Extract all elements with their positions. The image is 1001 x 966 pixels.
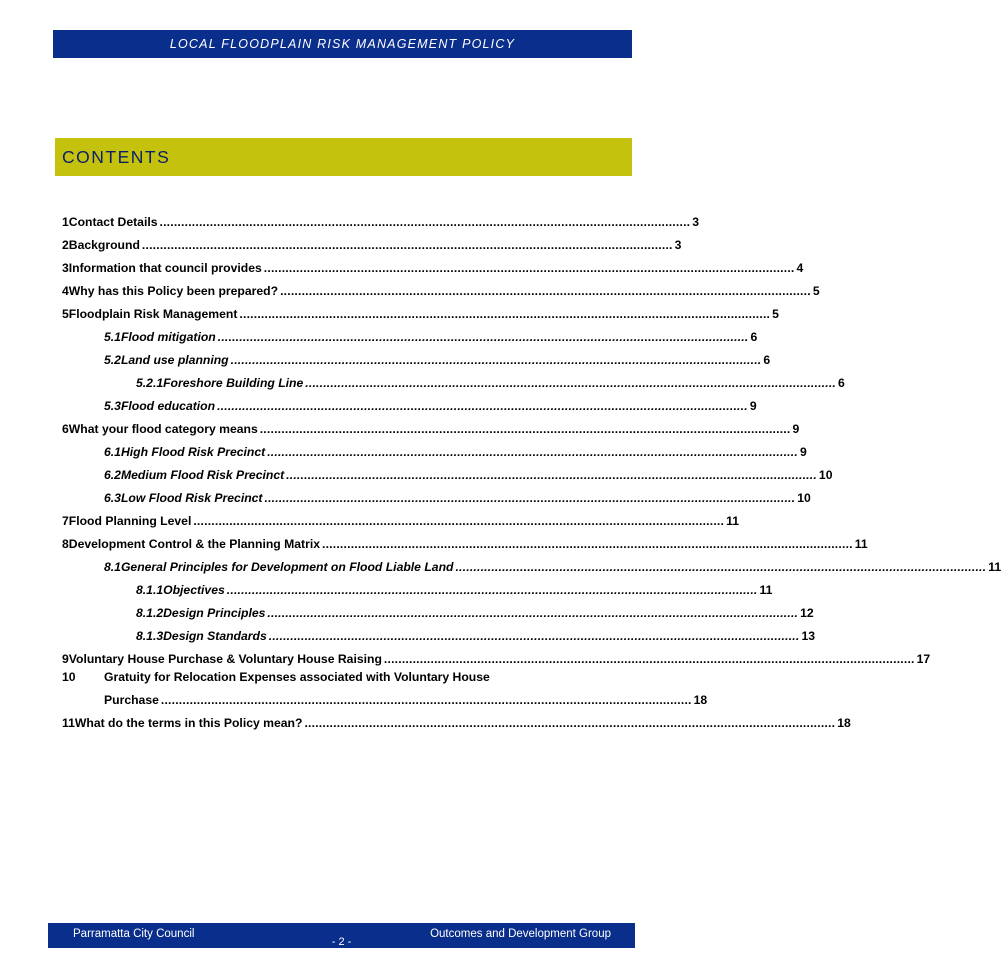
toc-number: 5 <box>62 307 69 321</box>
toc-number: 4 <box>62 284 69 298</box>
toc-title: Development Control & the Planning Matrix <box>68 537 320 551</box>
toc-page: 3 <box>674 238 682 252</box>
toc-title: Foreshore Building Line <box>163 376 304 390</box>
toc-leader: .................................................................................................................................................... <box>230 353 762 367</box>
toc-page: 11 <box>854 537 868 551</box>
toc-number: 5.2.1 <box>136 376 164 390</box>
toc-entry-1[interactable] <box>62 215 700 235</box>
toc-leader: .................................................................................................................................................... <box>226 583 758 597</box>
toc-title: Flood Planning Level <box>68 514 192 528</box>
toc-title: Information that council provides <box>68 261 262 275</box>
contents-heading: CONTENTS <box>62 146 171 167</box>
toc-entry-5-2[interactable] <box>104 353 771 373</box>
toc-title: Voluntary House Purchase & Voluntary House Raising <box>68 652 382 666</box>
toc-page: 9 <box>799 445 807 459</box>
toc-number: 6.2 <box>104 468 121 482</box>
toc-page: 5 <box>812 284 820 298</box>
toc-number: 5.2 <box>104 353 121 367</box>
toc-leader: .................................................................................................................................................... <box>141 238 673 252</box>
toc-page: 6 <box>763 353 771 367</box>
toc-entry-7[interactable] <box>62 514 739 534</box>
toc-entry-8-1[interactable] <box>104 560 1001 580</box>
toc-title: Low Flood Risk Precinct <box>120 491 263 505</box>
toc-title: Flood education <box>120 399 216 413</box>
toc-entry-2[interactable] <box>62 238 682 258</box>
toc-leader: .................................................................................................................................................... <box>160 693 692 707</box>
toc-page: 11 <box>988 560 1001 574</box>
toc-title: Purchase <box>104 693 159 707</box>
toc-entry-6[interactable] <box>62 422 800 442</box>
toc-entry-5[interactable] <box>62 307 779 327</box>
toc-number: 5.3 <box>104 399 121 413</box>
toc-page: 17 <box>916 652 931 666</box>
toc-number: 2 <box>62 238 69 252</box>
toc-page: 4 <box>796 261 804 275</box>
toc-entry-3[interactable] <box>62 261 804 281</box>
toc-title: Objectives <box>163 583 225 597</box>
toc-number: 3 <box>62 261 69 275</box>
toc-page: 11 <box>759 583 773 597</box>
toc-leader: .................................................................................................................................................... <box>159 215 691 229</box>
toc-title: General Principles for Development on Flood Liable Land <box>120 560 454 574</box>
toc-number: 6.3 <box>104 491 121 505</box>
toc-number: 8.1.1 <box>136 583 164 597</box>
toc-leader: .................................................................................................................................................... <box>217 330 749 344</box>
toc-entry-9[interactable] <box>62 652 931 672</box>
toc-title: Flood mitigation <box>120 330 216 344</box>
header-bar <box>53 30 632 58</box>
toc-number: 7 <box>62 514 69 528</box>
toc-number: 8.1 <box>104 560 121 574</box>
toc-leader: .................................................................................................................................................... <box>193 514 725 528</box>
toc-entry-8-1-1[interactable] <box>136 583 773 603</box>
toc-leader: .................................................................................................................................................... <box>267 606 799 620</box>
toc-number: 1 <box>62 215 69 229</box>
toc-page: 11 <box>726 514 739 528</box>
toc-entry-11[interactable] <box>62 716 851 736</box>
toc-entry-5-3[interactable] <box>104 399 757 419</box>
toc-title: Design Standards <box>163 629 267 643</box>
toc-entry-6-3[interactable] <box>104 491 811 511</box>
toc-leader: .................................................................................................................................................... <box>239 307 771 321</box>
toc-title: Contact Details <box>68 215 158 229</box>
toc-page: 18 <box>837 716 851 730</box>
toc-title: Floodplain Risk Management <box>68 307 238 321</box>
toc-number: 11 <box>62 716 75 730</box>
toc-entry-10[interactable] <box>62 670 490 684</box>
toc-leader: .................................................................................................................................................... <box>217 399 748 413</box>
toc-entry-4[interactable] <box>62 284 820 304</box>
toc-number: 9 <box>62 652 69 666</box>
toc-entry-5-1[interactable] <box>104 330 758 350</box>
toc-leader: .................................................................................................................................................... <box>268 629 800 643</box>
toc-leader: .................................................................................................................................................... <box>264 491 796 505</box>
toc-number: 6.1 <box>104 445 121 459</box>
toc-entry-10-continued[interactable] <box>104 693 708 713</box>
toc-page: 6 <box>838 376 845 390</box>
toc-title: Why has this Policy been prepared? <box>68 284 279 298</box>
toc-page: 9 <box>749 399 757 413</box>
toc-leader: .................................................................................................................................................... <box>286 468 817 482</box>
toc-title: What do the terms in this Policy mean? <box>74 716 303 730</box>
contents-banner <box>55 138 632 176</box>
toc-page: 18 <box>693 693 708 707</box>
toc-leader: .................................................................................................................................................... <box>304 716 836 730</box>
toc-title: Design Principles <box>163 606 266 620</box>
toc-entry-8-1-3[interactable] <box>136 629 816 649</box>
toc-entry-8[interactable] <box>62 537 868 557</box>
document-title: LOCAL FLOODPLAIN RISK MANAGEMENT POLICY <box>169 37 516 51</box>
footer-department: Outcomes and Development Group <box>430 928 611 940</box>
toc-entry-6-2[interactable] <box>104 468 833 488</box>
toc-page: 3 <box>692 215 700 229</box>
toc-page: 5 <box>772 307 779 321</box>
toc-title: Land use planning <box>120 353 229 367</box>
footer-organisation: Parramatta City Council <box>73 928 195 940</box>
toc-title: What your flood category means <box>68 422 258 436</box>
toc-leader: .................................................................................................................................................... <box>259 422 791 436</box>
toc-number: 5.1 <box>104 330 121 344</box>
toc-title: Background <box>68 238 140 252</box>
toc-leader: .................................................................................................................................................... <box>267 445 798 459</box>
toc-entry-6-1[interactable] <box>104 445 807 465</box>
toc-page: 9 <box>792 422 800 436</box>
toc-leader: .................................................................................................................................................... <box>263 261 795 275</box>
toc-number: 8 <box>62 537 69 551</box>
footer-bar <box>48 923 635 948</box>
toc-leader: .................................................................................................................................................... <box>383 652 915 666</box>
toc-number: 8.1.2 <box>136 606 164 620</box>
toc-leader: .................................................................................................................................................... <box>322 537 853 551</box>
toc-title: Gratuity for Relocation Expenses associated with Voluntary House <box>104 670 490 684</box>
toc-page: 13 <box>801 629 816 643</box>
toc-entry-5-2-1[interactable] <box>136 376 845 396</box>
toc-page: 10 <box>818 468 833 482</box>
toc-leader: .................................................................................................................................................... <box>455 560 987 574</box>
toc-title: High Flood Risk Precinct <box>120 445 266 459</box>
toc-page: 10 <box>797 491 811 505</box>
toc-page: 12 <box>800 606 814 620</box>
toc-leader: .................................................................................................................................................... <box>305 376 837 390</box>
toc-number: 10 <box>62 670 76 684</box>
toc-entry-8-1-2[interactable] <box>136 606 814 626</box>
toc-title: Medium Flood Risk Precinct <box>120 468 285 482</box>
toc-page: 6 <box>750 330 758 344</box>
toc-number: 6 <box>62 422 69 436</box>
toc-leader: .................................................................................................................................................... <box>280 284 811 298</box>
page-number: - 2 - <box>331 936 352 948</box>
toc-number: 8.1.3 <box>136 629 164 643</box>
